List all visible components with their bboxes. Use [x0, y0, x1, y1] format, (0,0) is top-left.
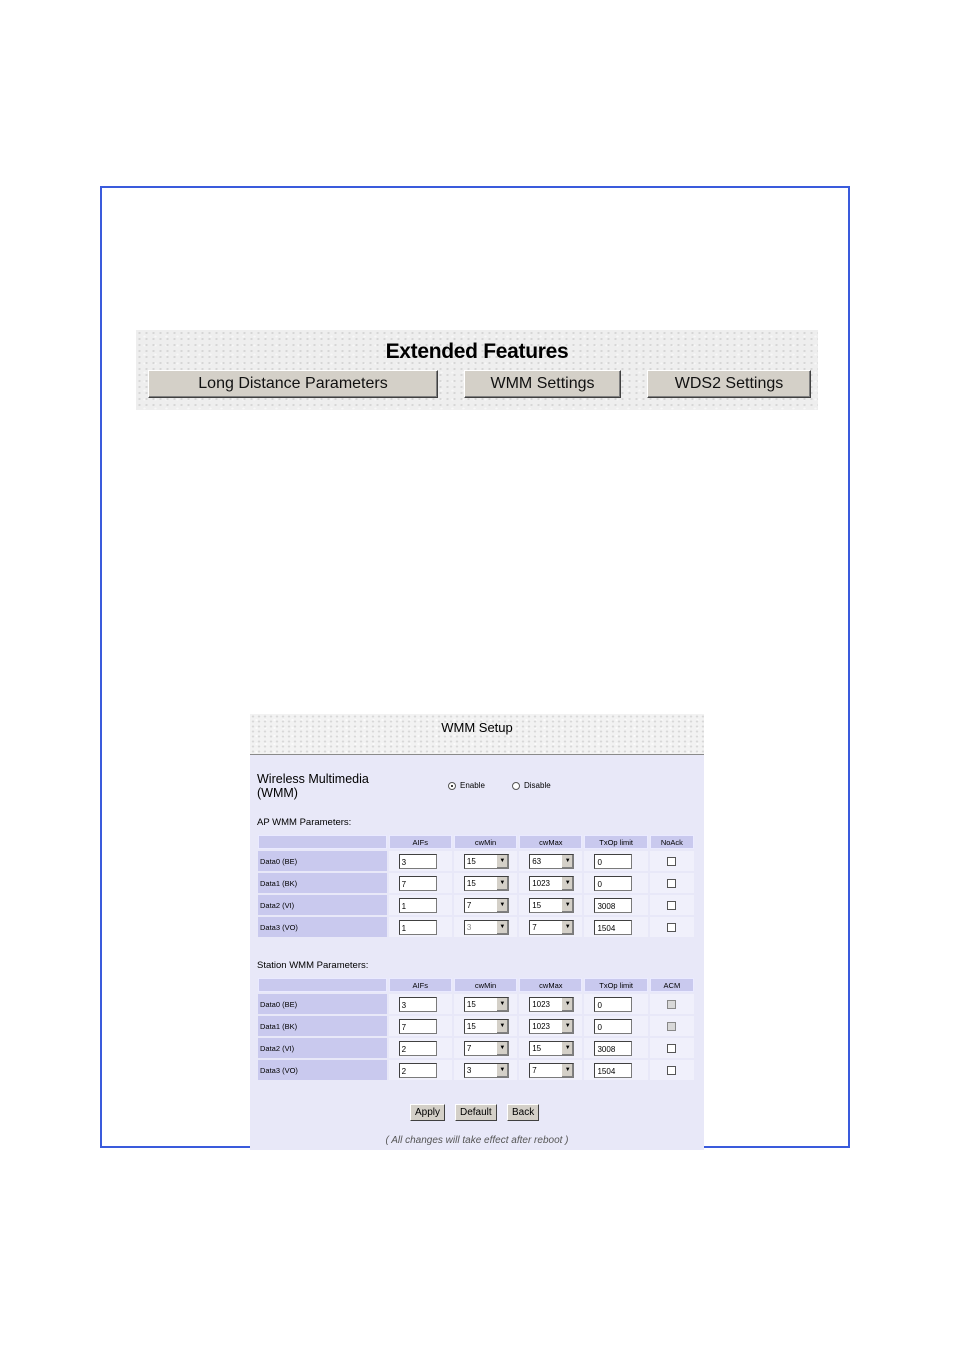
dropdown-arrow-icon[interactable]: ▼: [496, 1064, 508, 1077]
header-noack: NoAck: [650, 835, 694, 849]
station-wmm-parameters-label: Station WMM Parameters:: [257, 960, 369, 971]
select-value: 1023: [532, 1021, 550, 1031]
noack-checkbox[interactable]: [667, 901, 676, 910]
txop-input[interactable]: 3008: [594, 898, 632, 913]
row-label: Data2 (VI): [258, 1038, 387, 1058]
reboot-note: ( All changes will take effect after reboot ): [385, 1135, 569, 1146]
select-value: 15: [466, 878, 476, 888]
cwmin-select[interactable]: [464, 876, 509, 891]
cwmax-select[interactable]: [529, 997, 574, 1012]
acm-checkbox[interactable]: [667, 1066, 676, 1075]
select-value: 63: [532, 856, 542, 866]
txop-input[interactable]: 0: [594, 854, 632, 869]
dropdown-arrow-icon: ▼: [496, 921, 508, 934]
cwmax-select[interactable]: [529, 1019, 574, 1034]
header-cwmax: cwMax: [519, 978, 582, 992]
select-value: 7: [532, 1065, 537, 1075]
apply-button[interactable]: Apply: [410, 1104, 445, 1121]
row-label: Data1 (BK): [258, 873, 387, 893]
wmm-disable-radio[interactable]: [512, 781, 551, 790]
wmm-label-line2: (WMM): [257, 786, 298, 800]
noack-checkbox[interactable]: [667, 879, 676, 888]
txop-input[interactable]: 1504: [594, 1063, 632, 1078]
cwmin-select[interactable]: [464, 1063, 509, 1078]
select-value: 3: [466, 1065, 472, 1075]
row-label: Data1 (BK): [258, 1016, 387, 1036]
dropdown-arrow-icon[interactable]: ▼: [496, 877, 508, 890]
aifs-input[interactable]: 7: [399, 1019, 437, 1034]
extended-features-title: Extended Features: [385, 340, 569, 363]
radio-unselected-icon[interactable]: [512, 782, 520, 790]
dropdown-arrow-icon[interactable]: ▼: [561, 1042, 573, 1055]
dropdown-arrow-icon[interactable]: ▼: [561, 855, 573, 868]
dropdown-arrow-icon[interactable]: ▼: [496, 1042, 508, 1055]
aifs-input[interactable]: 2: [399, 1041, 437, 1056]
aifs-input[interactable]: 3: [399, 997, 437, 1012]
header-aifs: AIFs: [389, 978, 452, 992]
row-label: Data2 (VI): [258, 895, 387, 915]
select-value: 15: [466, 999, 476, 1009]
back-button[interactable]: Back: [507, 1104, 539, 1121]
table-row: [258, 1060, 694, 1080]
txop-input[interactable]: 0: [594, 876, 632, 891]
table-row: [258, 917, 694, 937]
select-value: 1023: [532, 999, 550, 1009]
table-row: [258, 895, 694, 915]
row-label: Data3 (VO): [258, 1060, 387, 1080]
table-header-row: [258, 835, 694, 849]
header-cwmax: cwMax: [519, 835, 582, 849]
table-row: [258, 1016, 694, 1036]
header-blank: [258, 978, 387, 992]
row-label: Data3 (VO): [258, 917, 387, 937]
dropdown-arrow-icon[interactable]: ▼: [496, 998, 508, 1011]
header-cwmin: cwMin: [454, 835, 517, 849]
dropdown-arrow-icon[interactable]: ▼: [496, 899, 508, 912]
dropdown-arrow-icon[interactable]: ▼: [496, 855, 508, 868]
header-txop: TxOp limit: [584, 978, 647, 992]
acm-checkbox-disabled: [667, 1022, 676, 1031]
dropdown-arrow-icon[interactable]: ▼: [561, 899, 573, 912]
dropdown-arrow-icon[interactable]: ▼: [561, 877, 573, 890]
aifs-input[interactable]: 7: [399, 876, 437, 891]
acm-checkbox[interactable]: [667, 1044, 676, 1053]
wmm-title: WMM Setup: [441, 720, 513, 735]
cwmax-select[interactable]: [529, 898, 574, 913]
dropdown-arrow-icon[interactable]: ▼: [561, 1064, 573, 1077]
station-wmm-table: [256, 976, 696, 1082]
txop-input[interactable]: 1504: [594, 920, 632, 935]
wmm-enable-radio[interactable]: [448, 781, 485, 790]
select-value: 1023: [532, 878, 550, 888]
table-row: [258, 873, 694, 893]
select-value: 15: [532, 1043, 542, 1053]
disable-label: Disable: [524, 781, 551, 790]
wds2-settings-button[interactable]: WDS2 Settings: [647, 370, 811, 398]
select-value: 7: [466, 1043, 472, 1053]
aifs-input[interactable]: 1: [399, 898, 437, 913]
cwmax-select[interactable]: [529, 854, 574, 869]
cwmax-select[interactable]: [529, 1063, 574, 1078]
dropdown-arrow-icon[interactable]: ▼: [496, 1020, 508, 1033]
wmm-header: [250, 714, 704, 755]
long-distance-parameters-button[interactable]: Long Distance Parameters: [148, 370, 438, 398]
dropdown-arrow-icon[interactable]: ▼: [561, 998, 573, 1011]
select-value: 7: [532, 922, 537, 932]
txop-input[interactable]: 3008: [594, 1041, 632, 1056]
cwmin-select[interactable]: [464, 854, 509, 869]
select-value: 15: [466, 1021, 476, 1031]
header-txop: TxOp limit: [584, 835, 647, 849]
select-value: 15: [532, 900, 542, 910]
acm-checkbox-disabled: [667, 1000, 676, 1009]
radio-selected-icon[interactable]: [448, 782, 456, 790]
select-value: 15: [466, 856, 476, 866]
row-label: Data0 (BE): [258, 994, 387, 1014]
noack-checkbox[interactable]: [667, 923, 676, 932]
header-cwmin: cwMin: [454, 978, 517, 992]
aifs-input[interactable]: 1: [399, 920, 437, 935]
dropdown-arrow-icon[interactable]: ▼: [561, 921, 573, 934]
cwmin-select[interactable]: [464, 997, 509, 1012]
cwmax-select[interactable]: [529, 1041, 574, 1056]
txop-input[interactable]: 0: [594, 1019, 632, 1034]
cwmax-select[interactable]: [529, 876, 574, 891]
table-header-row: [258, 978, 694, 992]
txop-input[interactable]: 0: [594, 997, 632, 1012]
wmm-settings-button[interactable]: WMM Settings: [464, 370, 621, 398]
header-aifs: AIFs: [389, 835, 452, 849]
table-row: [258, 994, 694, 1014]
header-blank: [258, 835, 387, 849]
cwmin-select[interactable]: [464, 1019, 509, 1034]
wmm-label-line1: Wireless Multimedia: [257, 772, 369, 786]
select-value: 7: [466, 900, 472, 910]
row-label: Data0 (BE): [258, 851, 387, 871]
cwmin-select-disabled: [464, 920, 509, 935]
table-row: [258, 851, 694, 871]
aifs-input[interactable]: 3: [399, 854, 437, 869]
wmm-label: [257, 772, 369, 800]
ap-wmm-table: [256, 833, 696, 939]
dropdown-arrow-icon[interactable]: ▼: [561, 1020, 573, 1033]
noack-checkbox[interactable]: [667, 857, 676, 866]
select-value: 3: [466, 922, 472, 932]
cwmin-select[interactable]: [464, 898, 509, 913]
enable-label: Enable: [460, 781, 485, 790]
cwmin-select[interactable]: [464, 1041, 509, 1056]
header-acm: ACM: [650, 978, 694, 992]
cwmax-select[interactable]: [529, 920, 574, 935]
table-row: [258, 1038, 694, 1058]
default-button[interactable]: Default: [455, 1104, 497, 1121]
wmm-setup-panel: [250, 714, 704, 1150]
ap-wmm-parameters-label: AP WMM Parameters:: [257, 817, 352, 828]
aifs-input[interactable]: 2: [399, 1063, 437, 1078]
